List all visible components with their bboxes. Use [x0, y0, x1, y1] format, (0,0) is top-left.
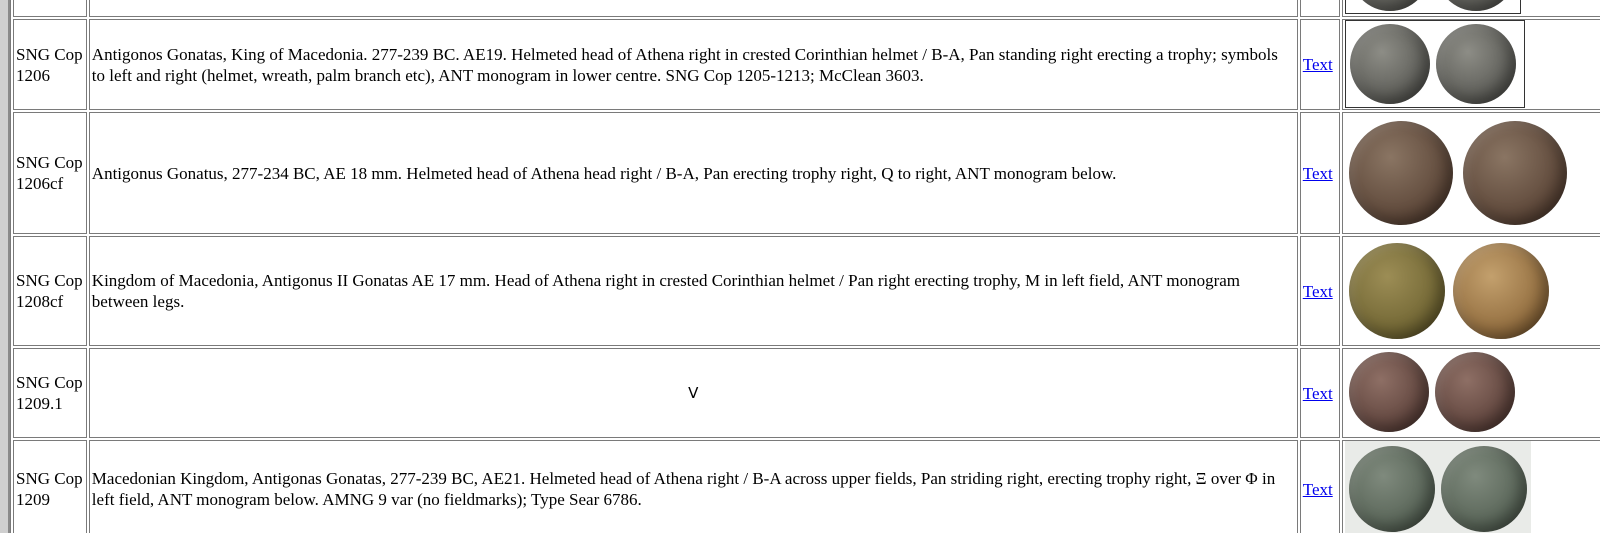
coin-image-cell: [1342, 236, 1600, 346]
coin-reverse-image: [1463, 121, 1567, 225]
coin-obverse-image: [1350, 24, 1430, 104]
coin-obverse-image: [1349, 243, 1445, 339]
coin-image[interactable]: [1345, 441, 1531, 533]
coin-catalog-table: [10, 0, 1600, 533]
coin-image-cell: [1342, 348, 1600, 438]
coin-image[interactable]: [1345, 0, 1521, 14]
text-link[interactable]: Text: [1302, 383, 1333, 403]
coin-image-cell: [1342, 112, 1600, 234]
text-link-cell: [1300, 440, 1340, 533]
catalog-ref-cell: SNG Cop 1206: [13, 19, 87, 110]
coin-image[interactable]: [1345, 349, 1519, 435]
description-cell: Kingdom of Macedonia, Antigonus II Gonatas AE 17 mm. Head of Athena right in crested Corinthian helmet / Pan right erecting trophy, M in left field, ANT monogram between legs.: [89, 236, 1298, 346]
coin-obverse-image: [1349, 121, 1453, 225]
coin-reverse-image: [1453, 243, 1549, 339]
table-row: [13, 348, 1600, 438]
coin-image[interactable]: [1345, 113, 1571, 233]
catalog-ref-cell: SNG Cop 1206cf: [13, 112, 87, 234]
catalog-ref-cell: SNG Cop 1208cf: [13, 236, 87, 346]
coin-reverse-image: [1441, 446, 1527, 532]
table-row: [13, 19, 1600, 110]
description-cell: Antigonus Gonatus, 277-234 BC, AE 18 mm. Helmeted head of Athena head right / B-A, Pan erecting trophy right, Q to right, ANT monogram below.: [89, 112, 1298, 234]
catalog-ref-cell: SNG Cop 1209: [13, 440, 87, 533]
window-edge: [0, 0, 10, 533]
text-link-cell: [1300, 236, 1340, 346]
description-cell: Macedonian Kingdom, Antigonas Gonatas, 277-239 BC, AE21. Helmeted head of Athena right / B-A across upper fields, Pan striding right, erecting trophy right, Ξ over Φ in left field, ANT monogram below. AMNG 9 var (no fieldmarks); Type Sear 6786.: [89, 440, 1298, 533]
text-link[interactable]: Text: [1302, 281, 1333, 301]
text-link-cell: [1300, 112, 1340, 234]
catalog-ref-cell: SNG Cop 1209.1: [13, 348, 87, 438]
coin-reverse-image: [1436, 24, 1516, 104]
table-row: [13, 112, 1600, 234]
catalog-ref-cell: [13, 0, 87, 17]
coin-obverse-image: [1349, 446, 1435, 532]
coin-obverse-image: [1350, 0, 1430, 11]
description-cell: V: [89, 348, 1298, 438]
coin-obverse-image: [1349, 352, 1429, 432]
coin-reverse-image: [1435, 352, 1515, 432]
description-cell: Antigonos Gonatas, King of Macedonia. 277-239 BC. AE19. Helmeted head of Athena right in crested Corinthian helmet / B-A, Pan standing right erecting a trophy; symbols to left and right (helmet, wreath, palm branch etc), ANT monogram in lower centre. SNG Cop 1205-1213; McClean 3603.: [89, 19, 1298, 110]
text-link[interactable]: Text: [1302, 163, 1333, 183]
coin-image-cell: [1342, 440, 1600, 533]
text-link[interactable]: Text: [1302, 479, 1333, 499]
coin-image[interactable]: [1345, 20, 1525, 108]
table-row: [13, 0, 1600, 17]
coin-image-cell: [1342, 19, 1600, 110]
text-link-cell: [1300, 19, 1340, 110]
coin-image[interactable]: [1345, 237, 1553, 345]
text-link[interactable]: Text: [1302, 55, 1333, 74]
text-link-cell: [1300, 348, 1340, 438]
text-link-cell: [1300, 0, 1340, 17]
description-cell: [89, 0, 1298, 17]
table-row: [13, 236, 1600, 346]
coin-reverse-image: [1436, 0, 1516, 11]
coin-image-cell: [1342, 0, 1600, 17]
table-row: [13, 440, 1600, 533]
